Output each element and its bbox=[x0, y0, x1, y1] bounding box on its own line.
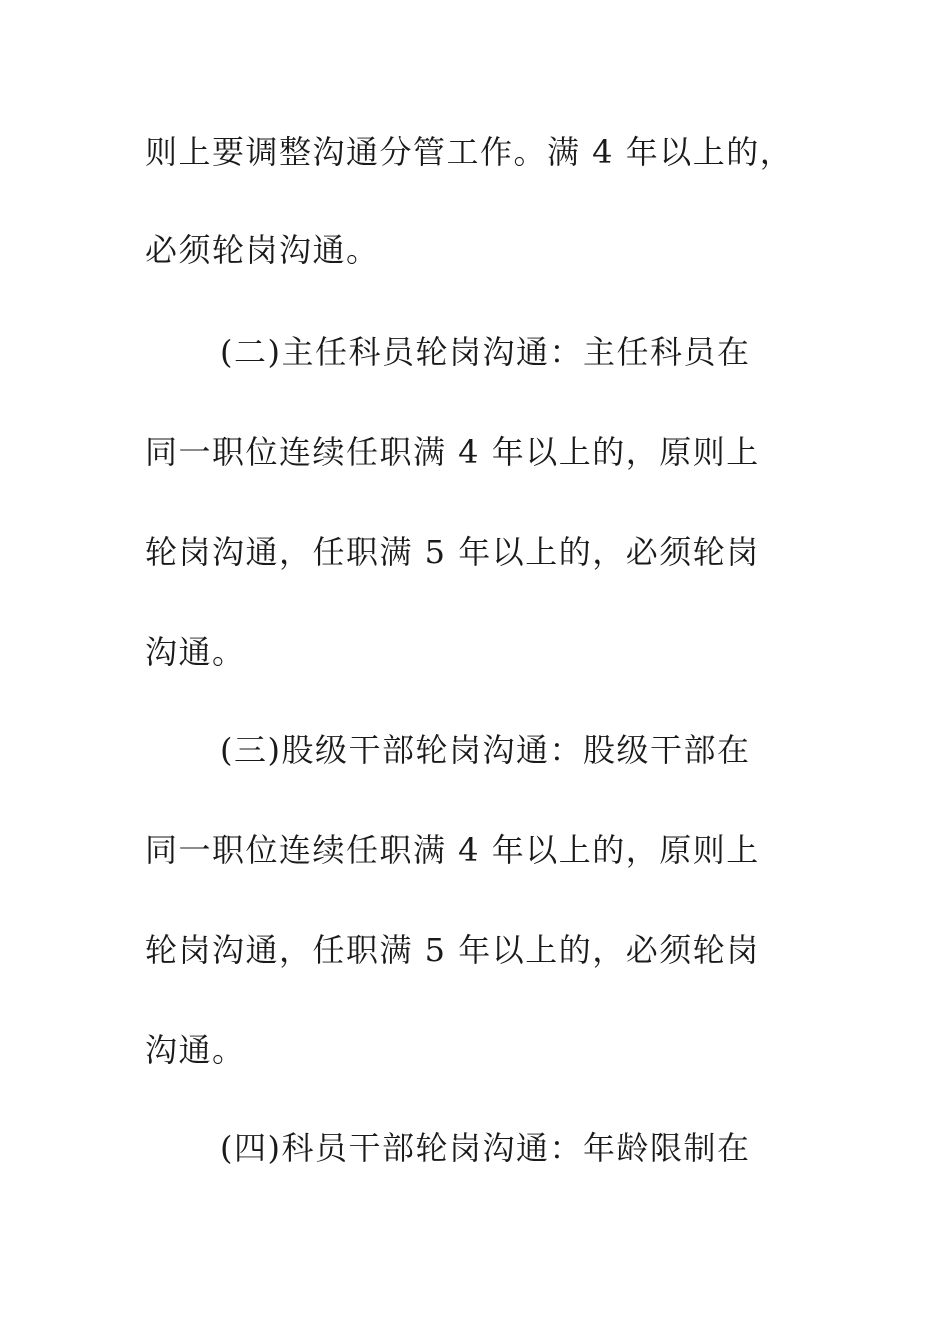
section-heading-line: (二)主任科员轮岗沟通：主任科员在 bbox=[220, 333, 751, 371]
text-line: 同一职位连续任职满 4 年以上的，原则上 bbox=[145, 831, 760, 869]
section-heading-line: (三)股级干部轮岗沟通：股级干部在 bbox=[220, 731, 751, 769]
text-line: 同一职位连续任职满 4 年以上的，原则上 bbox=[145, 433, 760, 471]
text-line: 则上要调整沟通分管工作。满 4 年以上的， bbox=[145, 133, 794, 171]
text-line: 必须轮岗沟通。 bbox=[145, 231, 380, 269]
text-line: 沟通。 bbox=[145, 1031, 246, 1069]
text-line: 沟通。 bbox=[145, 633, 246, 671]
text-line: 轮岗沟通，任职满 5 年以上的，必须轮岗 bbox=[145, 533, 760, 571]
text-line: 轮岗沟通，任职满 5 年以上的，必须轮岗 bbox=[145, 931, 760, 969]
section-heading-line: (四)科员干部轮岗沟通：年龄限制在 bbox=[220, 1129, 751, 1167]
